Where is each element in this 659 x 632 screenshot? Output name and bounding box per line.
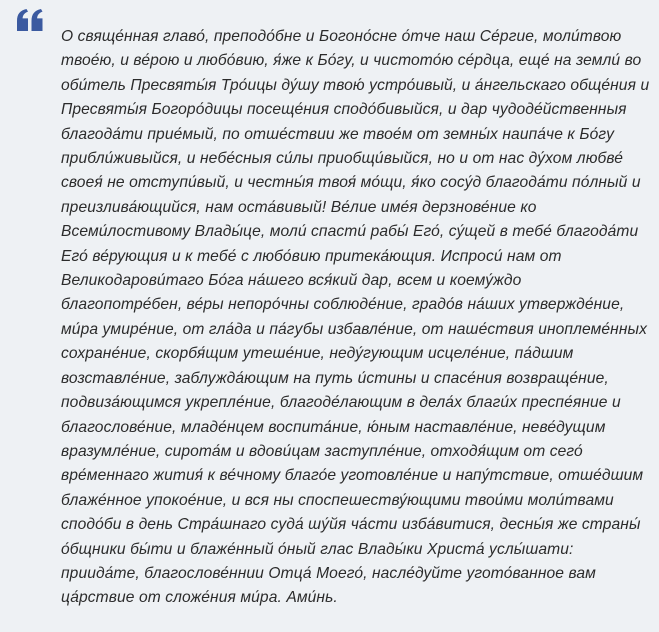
prayer-line: возставле́ние, заблужда́ющим на путь и́стины и спасе́ния возвраще́ние, [61, 369, 609, 387]
prayer-line: благопотре́бен, ве́ры непоро́чны соблюде́ние, градо́в на́ших утвержде́ние, [61, 296, 625, 314]
prayer-line: твое́ю, и ве́рою и любо́вию, я́же к Бо́гу, и чистото́ю се́рдца, еще́ на земли́ во [61, 52, 642, 70]
prayer-line: сохране́ние, скорбя́щим утеше́ние, неду́гующим исцеле́ние, па́дшим [61, 345, 574, 363]
prayer-line: вре́меннаго жития́ к ве́чному благо́е уготовле́ние и напу́тствие, отше́дшим [61, 467, 644, 485]
prayer-line: оби́тель Пресвяты́я Тро́ицы ду́шу твою́ устро́ивый, и а́нгельскаго обще́ния и [61, 76, 650, 94]
prayer-line: подвиза́ющимся укрепле́ние, благоде́лающим в дела́х благи́х преспе́яние и [61, 394, 621, 412]
quote-open-icon [17, 9, 43, 31]
prayer-line: своея́ не отступи́вый, и честны́я твоя́ мо́щи, я́ко сосу́д благода́ти по́лный и [61, 174, 641, 192]
prayer-line: о́бщники бы́ти и блаже́нный о́ный глас Влады́ки Христа́ услы́шати: [61, 540, 574, 558]
prayer-text [61, 25, 651, 611]
prayer-line: преизлива́ющийся, нам оста́вивый! Ве́лие име́я дерзнове́ние ко [61, 198, 537, 216]
quote-mark-left [17, 9, 28, 31]
prayer-line: Великодарови́таго Бо́га на́шего вся́кий дар, всем и коему́ждо [61, 272, 522, 290]
prayer-line: Его́ ве́рующия и к тебе́ с любо́вию притека́ющия. Испроси́ нам от [61, 247, 562, 265]
prayer-line: прибли́живыйся, и небе́сныя си́лы приобщи́выйся, но и от нас ду́хом любве́ [61, 150, 624, 168]
quote-mark-right [32, 9, 43, 31]
prayer-line: Всеми́лостивому Влады́це, моли́ спасти́ рабы́ Его́, су́щей в тебе́ благода́ти [61, 223, 639, 241]
prayer-line: ца́рствие от сложе́ния ми́ра. Ами́нь. [61, 589, 338, 607]
prayer-line: вразумле́ние, сирота́м и вдови́цам заступле́ние, отходя́щим от сего́ [61, 442, 583, 460]
prayer-line: приида́те, благослове́ннии Отца́ Моего́, насле́дуйте угото́ванное вам [61, 564, 596, 582]
prayer-line: благослове́ние, младе́нцем воспита́ние, ю́ным наставле́ние, неве́дущим [61, 418, 606, 436]
prayer-line: сподо́би в день Стра́шнаго суда́ шу́йя ча́сти изба́витися, десны́я же страны́ [61, 516, 641, 534]
prayer-line: О свяще́нная главо́, преподо́бне и Богоно́сне о́тче наш Се́ргие, моли́твою [61, 28, 622, 45]
prayer-line: блаже́нное упокое́ние, и вся ны споспешеству́ющими твои́ми моли́твами [61, 491, 614, 509]
prayer-line: Пресвяты́я Богоро́дицы посеще́ния сподо́бивыйся, и дар чудоде́йственныя [61, 101, 627, 119]
prayer-line: ми́ра умире́ние, от гла́да и па́губы избавле́ние, от наше́ствия иноплеме́нных [61, 320, 647, 338]
prayer-line: благода́ти прие́мый, по отше́ствии же твое́м от земны́х наипа́че к Бо́гу [61, 125, 615, 143]
